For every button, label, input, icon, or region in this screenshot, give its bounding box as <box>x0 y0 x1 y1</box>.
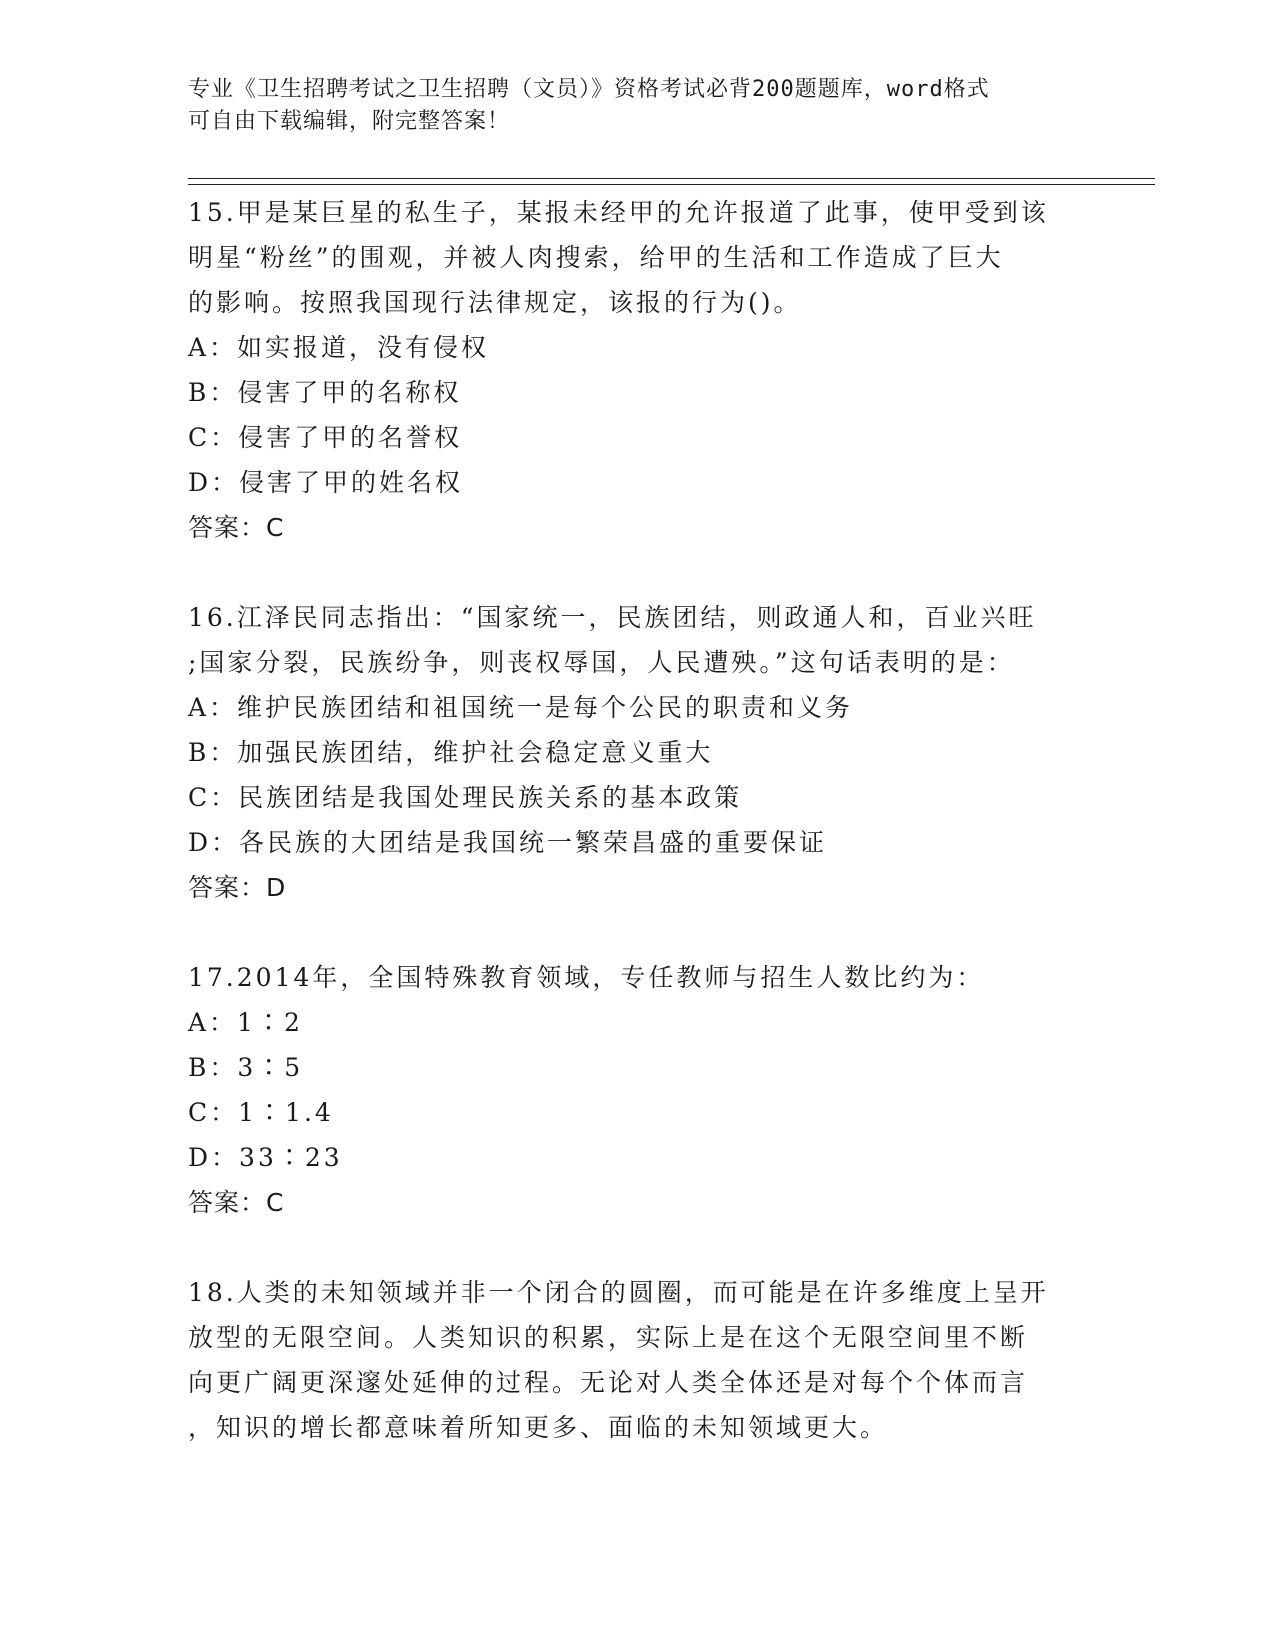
question-stem-line: 15.甲是某巨星的私生子，某报未经甲的允许报道了此事，使甲受到该 <box>188 198 1049 227</box>
option-c: C：1∶1.4 <box>188 1098 334 1127</box>
option-a: A：1∶2 <box>188 1008 303 1037</box>
spacer <box>188 550 1088 595</box>
question-item <box>188 955 1088 1225</box>
question-item <box>188 190 1088 550</box>
spacer <box>188 1225 1088 1270</box>
question-list <box>188 190 1088 1450</box>
header-line-1: 专业《卫生招聘考试之卫生招聘（文员）》资格考试必背200题题库，word格式 <box>188 77 990 102</box>
question-stem-line: 放型的无限空间。人类知识的积累，实际上是在这个无限空间里不断 <box>188 1323 1029 1352</box>
document-header <box>188 74 1068 138</box>
header-rule-bottom <box>188 184 1155 185</box>
question-stem-line: ;国家分裂，民族纷争，则丧权辱国，人民遭殃。”这句话表明的是： <box>188 648 1015 677</box>
option-b: B：加强民族团结，维护社会稳定意义重大 <box>188 738 714 767</box>
question-stem-line: 16.江泽民同志指出：“国家统一，民族团结，则政通人和，百业兴旺 <box>188 603 1037 632</box>
option-c: C：侵害了甲的名誉权 <box>188 423 463 452</box>
option-d: D：侵害了甲的姓名权 <box>188 468 464 497</box>
question-stem-line: 的影响。按照我国现行法律规定，该报的行为()。 <box>188 288 802 317</box>
answer-line: 答案：C <box>188 513 285 542</box>
spacer <box>188 910 1088 955</box>
option-d: D：33∶23 <box>188 1143 343 1172</box>
question-stem-line: ，知识的增长都意味着所知更多、面临的未知领域更大。 <box>188 1413 889 1442</box>
answer-line: 答案：C <box>188 1188 285 1217</box>
question-stem-line: 向更广阔更深邃处延伸的过程。无论对人类全体还是对每个个体而言 <box>188 1368 1029 1397</box>
header-line-2: 可自由下载编辑，附完整答案！ <box>188 109 511 134</box>
option-b: B：3∶5 <box>188 1053 304 1082</box>
question-stem-line: 17.2014年，全国特殊教育领域，专任教师与招生人数比约为： <box>188 963 985 992</box>
option-d: D：各民族的大团结是我国统一繁荣昌盛的重要保证 <box>188 828 828 857</box>
option-c: C：民族团结是我国处理民族关系的基本政策 <box>188 783 743 812</box>
answer-line: 答案：D <box>188 873 287 902</box>
question-item <box>188 595 1088 910</box>
question-stem-line: 明星“粉丝”的围观，并被人肉搜索，给甲的生活和工作造成了巨大 <box>188 243 1004 272</box>
question-stem-line: 18.人类的未知领域并非一个闭合的圆圈，而可能是在许多维度上呈开 <box>188 1278 1049 1307</box>
header-rule-top <box>188 178 1155 179</box>
question-item <box>188 1270 1088 1450</box>
option-a: A：如实报道，没有侵权 <box>188 333 490 362</box>
option-b: B：侵害了甲的名称权 <box>188 378 462 407</box>
option-a: A：维护民族团结和祖国统一是每个公民的职责和义务 <box>188 693 854 722</box>
